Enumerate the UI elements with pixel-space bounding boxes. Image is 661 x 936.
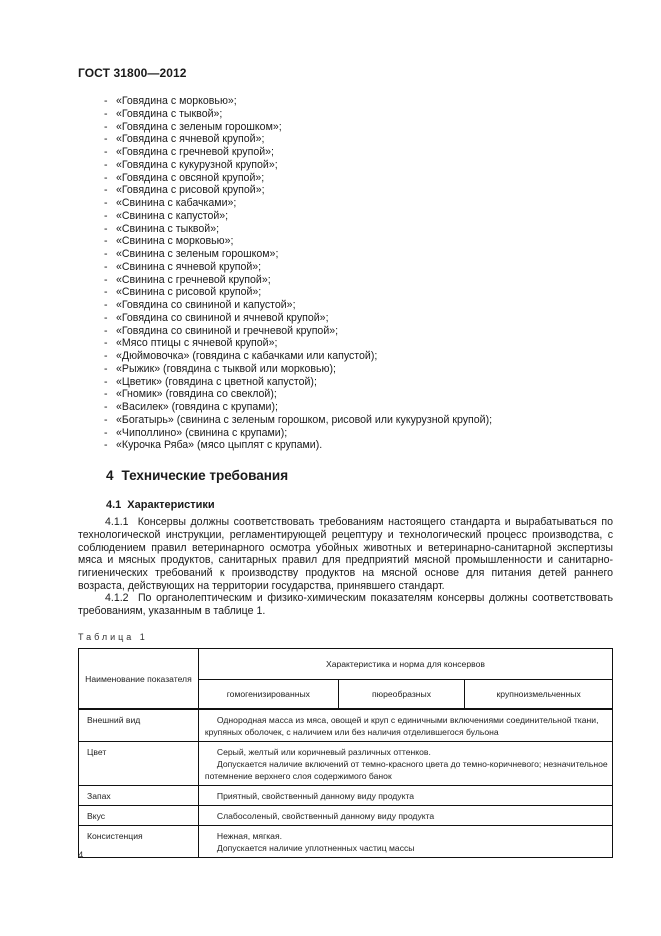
list-item — [104, 223, 492, 236]
document-header-title: ГОСТ 31800—2012 — [78, 66, 187, 80]
list-item — [104, 159, 492, 172]
list-bullet: - — [104, 184, 108, 197]
table-row — [79, 742, 613, 786]
list-bullet: - — [104, 260, 108, 273]
list-item — [104, 197, 492, 210]
list-item — [104, 121, 492, 134]
value-line-text: Приятный, свойственный данному виду продукта — [216, 791, 415, 801]
value-line-text: Однородная масса из мяса, овощей и круп с единичными включениями соединительной ткани, крупяных оболочек, с наличием или без наличия отделившегося бульона — [204, 715, 599, 737]
paragraph-number: 4.1.2 — [105, 592, 129, 604]
list-bullet: - — [104, 107, 108, 120]
value-line — [205, 810, 608, 822]
list-bullet: - — [104, 273, 108, 286]
list-bullet: - — [104, 171, 108, 184]
indicator-value — [198, 806, 612, 826]
subsection-heading — [106, 499, 215, 511]
list-item-text: «Дюймовочка» (говядина с кабачками или капустой); — [116, 350, 378, 362]
list-item-text: «Говядина с овсяной крупой»; — [116, 171, 265, 184]
indicator-name: Внешний вид — [79, 709, 199, 742]
list-bullet: - — [104, 209, 108, 222]
list-bullet: - — [104, 413, 108, 426]
indicator-value — [198, 742, 612, 786]
list-item-text: «Свинина с ячневой крупой»; — [116, 260, 262, 273]
list-item — [104, 414, 492, 427]
list-bullet: - — [104, 350, 108, 362]
list-item — [104, 376, 492, 389]
list-item — [104, 439, 492, 452]
list-item-text: «Свинина с рисовой крупой»; — [116, 286, 262, 299]
list-item — [104, 363, 492, 376]
paragraph-text: Консервы должны соответствовать требованиям настоящего стандарта и вырабатываться по технологической инструкции, регламентирующей рецептуру и технологический процесс производства, с соблюдением правил ветеринарного осмотра убойных животных и ветеринарно-санитарной экспертизы мяса и мясных продуктов, санитарных правил для предприятий мясной промышленности и санитарно-гигиенических требований к производству продуктов на мясной основе для питания детей раннего возраста, действующих на территории государства, принявшего стандарт. — [78, 516, 614, 592]
value-line — [205, 790, 608, 802]
paragraph-4-1-2 — [78, 592, 613, 618]
subsection-title: Характеристики — [127, 499, 215, 511]
value-line-text: Слабосоленый, свойственный данному виду продукта — [216, 811, 435, 821]
list-bullet: - — [104, 401, 108, 413]
list-item-text: «Свинина с капустой»; — [116, 209, 229, 222]
requirements-table — [78, 648, 613, 858]
list-item — [104, 235, 492, 248]
list-item — [104, 325, 492, 338]
table-header-indicator: Наименование показателя — [79, 649, 199, 710]
value-line-text: Серый, желтый или коричневый различных оттенков. — [216, 747, 431, 757]
paragraph-4-1-1 — [78, 516, 613, 593]
list-item — [104, 248, 492, 261]
list-item — [104, 350, 492, 363]
list-bullet: - — [104, 197, 108, 209]
list-bullet: - — [104, 248, 108, 260]
indicator-name: Вкус — [79, 806, 199, 826]
list-item — [104, 210, 492, 223]
list-item-text: «Свинина с кабачками»; — [116, 197, 237, 209]
indicator-name: Запах — [79, 786, 199, 806]
list-bullet: - — [104, 146, 108, 158]
list-bullet: - — [104, 362, 108, 375]
list-bullet: - — [104, 426, 108, 439]
list-item — [104, 172, 492, 185]
subsection-number: 4.1 — [106, 499, 122, 511]
list-item-text: «Говядина со свининой и ячневой крупой»; — [116, 311, 329, 324]
list-item-text: «Свинина с тыквой»; — [116, 222, 220, 235]
list-item-text: «Говядина с морковью»; — [116, 95, 237, 107]
table-row — [79, 786, 613, 806]
list-item-text: «Говядина с зеленым горошком»; — [116, 120, 282, 133]
list-bullet: - — [104, 337, 108, 350]
table-caption: Таблица 1 — [78, 632, 148, 642]
list-bullet: - — [104, 120, 108, 133]
table-header-pureed: пюреобразных — [338, 680, 465, 710]
section-number: 4 — [106, 468, 114, 483]
list-item-text: «Говядина с рисовой крупой»; — [116, 184, 265, 197]
list-item — [104, 401, 492, 414]
page-number: 4 — [78, 850, 84, 861]
list-item-text: «Чиполлино» (свинина с крупами); — [116, 426, 288, 439]
table-header-coarse: крупноизмельченных — [465, 680, 613, 710]
list-bullet: - — [104, 324, 108, 337]
section-title: Технические требования — [121, 468, 289, 483]
list-item-text: «Говядина с гречневой крупой»; — [116, 146, 274, 158]
list-item-text: «Курочка Ряба» (мясо цыплят с крупами). — [116, 439, 323, 452]
list-item — [104, 286, 492, 299]
list-item-text: «Свинина с зеленым горошком»; — [116, 248, 279, 260]
value-line — [205, 758, 608, 782]
value-line — [205, 714, 608, 738]
table-row — [79, 826, 613, 858]
list-bullet: - — [104, 95, 108, 107]
list-item-text: «Свинина с гречневой крупой»; — [116, 273, 271, 286]
section-heading — [106, 468, 288, 483]
indicator-value — [198, 709, 612, 742]
list-bullet: - — [104, 133, 108, 146]
list-item — [104, 108, 492, 121]
list-bullet: - — [104, 311, 108, 324]
list-item — [104, 146, 492, 159]
list-item-text: «Говядина с тыквой»; — [116, 107, 223, 120]
list-bullet: - — [104, 388, 108, 401]
paragraph-number: 4.1.1 — [105, 516, 129, 528]
list-item-text: «Говядина со свининой и гречневой крупой»; — [116, 324, 339, 337]
list-item-text: «Рыжик» (говядина с тыквой или морковью); — [116, 362, 336, 375]
paragraph-text: По органолептическим и физико-химическим показателям консервы должны соответствовать требованиям, указанным в таблице 1. — [78, 592, 613, 617]
table-header-homogenized: гомогенизированных — [198, 680, 338, 710]
list-item — [104, 274, 492, 287]
list-item-text: «Гномик» (говядина со свеклой); — [116, 388, 277, 401]
value-line — [205, 746, 608, 758]
list-item — [104, 299, 492, 312]
value-line-text: Допускается наличие уплотненных частиц массы — [216, 843, 415, 853]
list-item-text: «Цветик» (говядина с цветной капустой); — [116, 375, 317, 388]
list-bullet: - — [104, 439, 108, 452]
list-item — [104, 95, 492, 108]
list-item — [104, 184, 492, 197]
list-item-text: «Свинина с морковью»; — [116, 235, 234, 248]
list-bullet: - — [104, 286, 108, 299]
list-item-text: «Говядина с ячневой крупой»; — [116, 133, 265, 146]
list-bullet: - — [104, 222, 108, 235]
value-line — [205, 830, 608, 842]
value-line-text: Допускается наличие включений от темно-красного цвета до темно-коричневого; незначительное потемнение верхнего слоя содержимого банок — [204, 759, 608, 781]
list-item-text: «Василек» (говядина с крупами); — [116, 401, 278, 413]
indicator-value — [198, 786, 612, 806]
list-bullet: - — [104, 158, 108, 171]
list-item-text: «Говядина с кукурузной крупой»; — [116, 158, 278, 171]
list-item — [104, 312, 492, 325]
list-item-text: «Богатырь» (свинина с зеленым горошком, рисовой или кукурузной крупой); — [116, 413, 493, 426]
list-item — [104, 337, 492, 350]
table-row — [79, 709, 613, 742]
indicator-name: Цвет — [79, 742, 199, 786]
indicator-value — [198, 826, 612, 858]
indicator-name: Консистенция — [79, 826, 199, 858]
list-item-text: «Говядина со свининой и капустой»; — [116, 299, 296, 311]
value-line-text: Нежная, мягкая. — [216, 831, 282, 841]
table-header-group: Характеристика и норма для консервов — [198, 649, 612, 680]
product-name-list — [104, 95, 492, 452]
list-item-text: «Мясо птицы с ячневой крупой»; — [116, 337, 278, 350]
list-item — [104, 388, 492, 401]
value-line — [205, 842, 608, 854]
list-bullet: - — [104, 299, 108, 311]
list-item — [104, 261, 492, 274]
list-item — [104, 133, 492, 146]
table-row — [79, 806, 613, 826]
list-bullet: - — [104, 375, 108, 388]
list-item — [104, 427, 492, 440]
list-bullet: - — [104, 235, 108, 248]
